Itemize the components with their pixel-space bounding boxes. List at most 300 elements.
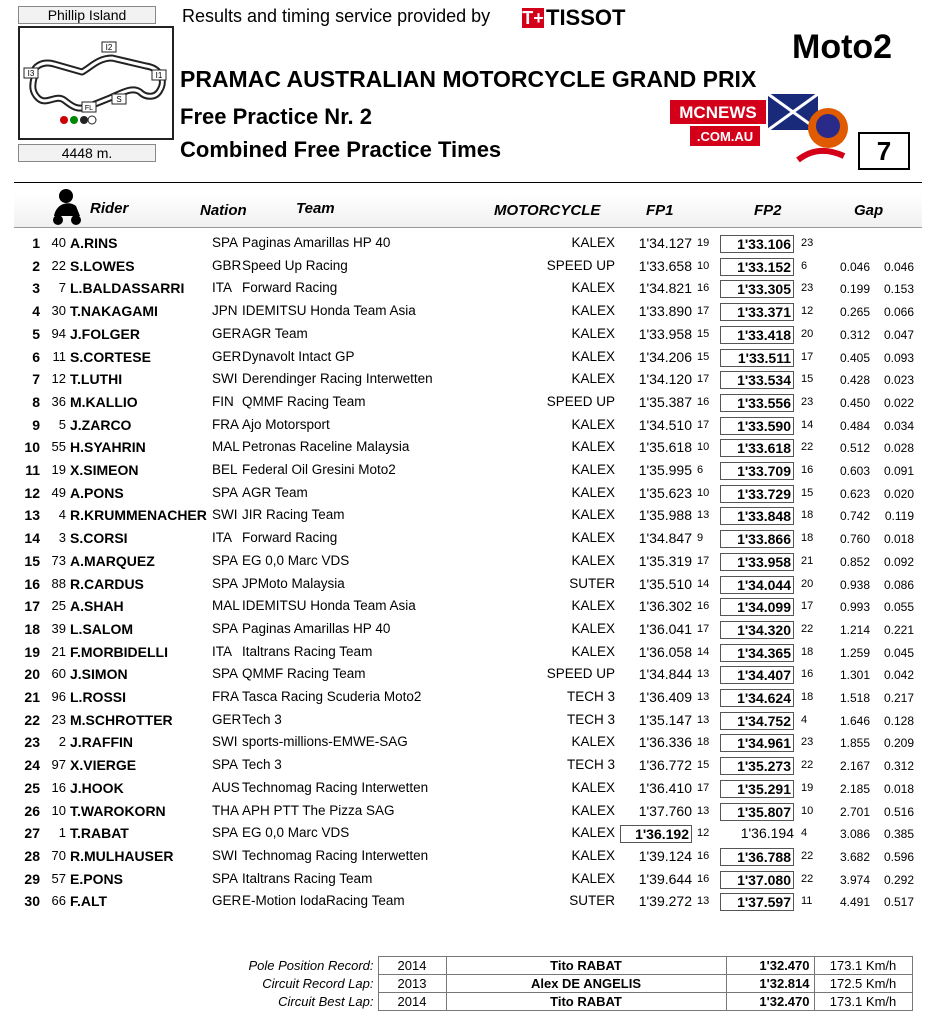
fp2-time: 1'33.958 xyxy=(720,553,794,571)
position: 2 xyxy=(32,257,40,274)
fp1-lap: 17 xyxy=(697,305,710,318)
tissot-logo xyxy=(522,7,625,29)
record-label: Pole Position Record: xyxy=(230,957,378,975)
fp2-time: 1'33.866 xyxy=(720,530,794,548)
fp2-time: 1'34.365 xyxy=(720,644,794,662)
rider-number: 11 xyxy=(52,348,66,364)
gap-to-first: 0.852 xyxy=(839,554,870,569)
fp2-time: 1'36.194 xyxy=(740,825,794,842)
position: 15 xyxy=(24,552,40,569)
fp1-time: 1'35.988 xyxy=(638,507,692,524)
table-row xyxy=(0,666,939,688)
fp2-time: 1'34.407 xyxy=(720,666,794,684)
table-row xyxy=(0,803,939,825)
table-row xyxy=(0,439,939,461)
gap-to-first: 0.993 xyxy=(839,600,870,615)
motorcycle: KALEX xyxy=(571,462,615,477)
fp2-time: 1'37.080 xyxy=(720,871,794,889)
record-time: 1'32.470 xyxy=(726,993,814,1011)
rider-number: 22 xyxy=(51,257,66,273)
nation: SPA xyxy=(212,870,239,886)
fp2-lap: 20 xyxy=(801,327,814,340)
gap-to-first: 0.603 xyxy=(839,464,870,478)
record-speed: 172.5 Km/h xyxy=(814,975,912,993)
position: 29 xyxy=(24,870,40,887)
team-name: Federal Oil Gresini Moto2 xyxy=(242,462,396,477)
rider-name: S.CORSI xyxy=(70,530,128,547)
gap-to-previous: 0.217 xyxy=(883,691,914,705)
fp1-lap: 13 xyxy=(697,668,710,681)
motorcycle: KALEX xyxy=(571,847,615,863)
team-name: Tech 3 xyxy=(242,711,282,727)
nation: AUS xyxy=(212,779,240,795)
fp2-time: 1'33.305 xyxy=(720,280,794,298)
table-row xyxy=(0,507,939,529)
fp2-lap: 4 xyxy=(801,713,808,726)
results-table-header xyxy=(14,194,922,228)
fp2-lap: 23 xyxy=(801,237,814,249)
rider-number: 39 xyxy=(51,620,66,636)
fp1-lap: 16 xyxy=(697,282,710,295)
rider-number: 5 xyxy=(58,416,66,432)
team-name: APH PTT The Pizza SAG xyxy=(242,802,395,818)
fp1-lap: 12 xyxy=(697,827,710,840)
motorcycle: KALEX xyxy=(571,303,615,319)
fp1-time: 1'36.409 xyxy=(638,689,692,705)
results-subtitle: Combined Free Practice Times xyxy=(180,137,502,162)
gap-to-first: 1.855 xyxy=(839,736,870,751)
position: 24 xyxy=(24,757,40,774)
gap-to-previous: 0.047 xyxy=(883,327,914,342)
team-name: Ajo Motorsport xyxy=(242,416,330,432)
rider-name: T.NAKAGAMI xyxy=(70,303,158,320)
rider-name: A.SHAH xyxy=(70,598,124,615)
fp1-lap: 15 xyxy=(697,327,710,340)
fp2-lap: 18 xyxy=(801,645,814,658)
record-holder: Tito RABAT xyxy=(446,993,726,1011)
team-name: Italtrans Racing Team xyxy=(242,870,373,886)
fp2-time: 1'33.418 xyxy=(720,326,794,344)
motorcycle: KALEX xyxy=(571,620,615,636)
fp1-lap: 10 xyxy=(697,259,710,272)
fp2-time: 1'34.624 xyxy=(720,689,794,707)
position: 30 xyxy=(24,893,40,910)
gap-to-previous: 0.045 xyxy=(883,645,914,660)
column-team: Team xyxy=(296,200,335,217)
fp2-time: 1'33.511 xyxy=(720,349,794,367)
rider-number: 21 xyxy=(51,643,66,659)
position: 6 xyxy=(32,348,40,365)
nation: ITA xyxy=(212,530,232,546)
nation: SPA xyxy=(212,235,239,250)
motorcycle: SUTER xyxy=(569,893,615,909)
table-row xyxy=(0,621,939,643)
rider-name: L.SALOM xyxy=(70,620,133,637)
team-name: Tasca Racing Scuderia Moto2 xyxy=(242,689,422,704)
position: 25 xyxy=(24,779,40,796)
sector-i2-label: I2 xyxy=(105,43,113,52)
page-number: 7 xyxy=(858,132,910,170)
gap-to-previous: 0.221 xyxy=(883,622,914,637)
fp2-lap: 19 xyxy=(801,781,814,794)
circuit-name: Phillip Island xyxy=(18,6,156,24)
gap-to-first: 0.760 xyxy=(839,532,870,547)
nation: SPA xyxy=(212,666,239,682)
record-time: 1'32.470 xyxy=(726,957,814,975)
sector-i1-label: I1 xyxy=(155,71,163,80)
gap-to-previous: 0.312 xyxy=(883,759,914,774)
fp2-lap: 23 xyxy=(801,395,814,408)
table-row xyxy=(0,576,939,598)
column-gap: Gap xyxy=(854,202,884,219)
team-name: Technomag Racing Interwetten xyxy=(242,847,429,863)
fp1-time: 1'36.302 xyxy=(638,598,692,615)
nation: SPA xyxy=(212,552,239,568)
table-row xyxy=(0,417,939,439)
position: 7 xyxy=(32,371,40,388)
rider-number: 70 xyxy=(51,847,66,863)
fp2-time: 1'37.597 xyxy=(720,893,794,911)
table-row xyxy=(0,326,939,348)
team-name: AGR Team xyxy=(242,484,308,500)
fp2-time: 1'34.099 xyxy=(720,598,794,616)
table-row xyxy=(0,280,939,302)
fp1-lap: 17 xyxy=(697,781,710,794)
nation: GBR xyxy=(212,257,242,273)
fp2-time: 1'33.534 xyxy=(720,371,794,389)
fp1-time: 1'35.147 xyxy=(638,711,692,728)
position: 11 xyxy=(25,462,40,478)
rider-name: F.ALT xyxy=(70,893,108,910)
fp2-lap: 15 xyxy=(801,373,814,386)
gap-to-first: 2.185 xyxy=(839,781,870,796)
rider-name: J.SIMON xyxy=(70,666,128,683)
fp1-time: 1'33.890 xyxy=(638,303,692,320)
fp2-time: 1'33.729 xyxy=(720,485,794,503)
motorcycle: KALEX xyxy=(571,416,615,432)
gap-to-first: 1.646 xyxy=(839,713,870,728)
team-name: Tech 3 xyxy=(242,757,282,773)
fp1-time: 1'35.387 xyxy=(638,393,692,410)
position: 21 xyxy=(24,689,40,705)
fp1-lap: 16 xyxy=(697,600,710,613)
table-row xyxy=(0,303,939,325)
fp2-lap: 22 xyxy=(801,441,814,454)
fp2-time: 1'35.273 xyxy=(720,757,794,775)
fp2-lap: 22 xyxy=(801,849,814,862)
fp2-lap: 16 xyxy=(801,668,814,681)
gap-to-previous: 0.028 xyxy=(883,441,914,456)
team-name: IDEMITSU Honda Team Asia xyxy=(242,598,416,614)
column-fp1: FP1 xyxy=(646,202,674,219)
fp2-time: 1'34.320 xyxy=(720,621,794,639)
fp1-time: 1'34.844 xyxy=(638,666,692,683)
fp1-time: 1'36.410 xyxy=(638,779,692,796)
gap-to-previous: 0.516 xyxy=(883,804,914,819)
fp1-time: 1'39.124 xyxy=(638,847,692,864)
fp1-time: 1'35.995 xyxy=(638,462,692,478)
record-label: Circuit Record Lap: xyxy=(230,975,378,993)
fp1-lap: 13 xyxy=(697,713,710,726)
divider xyxy=(14,182,922,183)
gap-to-first: 1.301 xyxy=(839,668,870,683)
fp1-time: 1'35.623 xyxy=(638,484,692,501)
gap-to-first: 3.974 xyxy=(839,872,870,887)
rider-number: 94 xyxy=(51,325,66,341)
nation: SPA xyxy=(212,620,239,636)
rider-number: 23 xyxy=(51,711,66,727)
rider-number: 10 xyxy=(51,802,66,818)
fp2-time: 1'33.618 xyxy=(720,439,794,457)
event-title: PRAMAC AUSTRALIAN MOTORCYCLE GRAND PRIX xyxy=(180,66,757,92)
gap-to-first: 2.167 xyxy=(839,759,870,774)
column-fp2: FP2 xyxy=(754,202,782,219)
team-name: Forward Racing xyxy=(242,280,338,296)
gap-to-previous: 0.018 xyxy=(883,781,914,796)
rider-number: 96 xyxy=(51,689,66,704)
position: 27 xyxy=(24,825,40,842)
rider-number: 73 xyxy=(51,552,66,568)
gap-to-previous: 0.517 xyxy=(883,895,914,910)
motorcycle-rider-icon xyxy=(46,186,86,226)
rider-name: M.SCHROTTER xyxy=(70,711,173,728)
nation: SPA xyxy=(212,825,239,841)
gap-to-previous: 0.119 xyxy=(884,509,914,524)
nation: GER xyxy=(212,325,242,341)
table-row xyxy=(0,394,939,416)
gap-to-previous: 0.385 xyxy=(883,827,914,842)
position: 4 xyxy=(32,303,40,320)
fp2-time: 1'34.044 xyxy=(720,576,794,594)
motorcycle: TECH 3 xyxy=(566,711,615,727)
nation: BEL xyxy=(212,462,238,477)
nation: MAL xyxy=(212,598,240,614)
fp1-time: 1'34.127 xyxy=(638,235,692,251)
gap-to-previous: 0.128 xyxy=(883,713,914,728)
rider-number: 49 xyxy=(51,484,66,500)
rider-name: A.RINS xyxy=(70,235,118,251)
motorcycle: KALEX xyxy=(571,235,615,250)
gap-to-first: 0.265 xyxy=(839,305,870,320)
fp1-time: 1'34.206 xyxy=(638,348,692,365)
nation: SWI xyxy=(212,734,238,750)
gap-to-previous: 0.086 xyxy=(883,577,914,592)
position: 8 xyxy=(32,393,40,410)
position: 12 xyxy=(24,484,40,501)
tissot-cross-icon: T+ xyxy=(522,8,544,28)
record-year: 2014 xyxy=(378,957,446,975)
rider-name: A.PONS xyxy=(70,484,124,501)
rider-name: L.BALDASSARRI xyxy=(70,280,185,297)
position: 1 xyxy=(32,235,40,251)
track-map xyxy=(18,26,174,140)
position: 16 xyxy=(24,575,40,592)
rider-number: 36 xyxy=(51,393,66,409)
fp1-lap: 16 xyxy=(697,395,710,408)
rider-name: F.MORBIDELLI xyxy=(70,643,168,660)
mcnews-logo xyxy=(668,90,852,168)
fp2-lap: 23 xyxy=(801,282,814,295)
table-row xyxy=(0,258,939,280)
fp2-lap: 10 xyxy=(801,804,814,817)
team-name: EG 0,0 Marc VDS xyxy=(242,825,350,841)
fp2-lap: 12 xyxy=(801,305,814,318)
fp1-lap: 18 xyxy=(697,736,710,749)
motorcycle: KALEX xyxy=(571,484,615,500)
fp1-time: 1'39.272 xyxy=(638,893,692,910)
motorcycle: KALEX xyxy=(571,802,615,818)
rider-number: 4 xyxy=(58,507,66,523)
position: 18 xyxy=(24,620,40,637)
motorcycle: KALEX xyxy=(571,870,615,886)
nation: FRA xyxy=(212,689,239,704)
gap-to-first: 0.312 xyxy=(839,327,870,342)
rider-name: J.ZARCO xyxy=(70,416,132,433)
motorcycle: SPEED UP xyxy=(546,257,615,273)
gap-to-previous: 0.092 xyxy=(883,554,914,569)
record-time: 1'32.814 xyxy=(726,975,814,993)
record-speed: 173.1 Km/h xyxy=(814,957,912,975)
fp2-time: 1'36.788 xyxy=(720,848,794,866)
fp1-time: 1'34.510 xyxy=(638,416,692,433)
table-row xyxy=(0,235,939,257)
table-row xyxy=(0,530,939,552)
team-name: Dynavolt Intact GP xyxy=(242,348,355,364)
fp2-time: 1'33.106 xyxy=(720,235,794,253)
gap-to-first: 0.742 xyxy=(839,509,870,524)
nation: ITA xyxy=(212,280,232,296)
gap-to-first: 0.512 xyxy=(839,441,870,456)
nation: GER xyxy=(212,348,242,364)
fp1-lap: 13 xyxy=(697,895,710,908)
nation: FIN xyxy=(212,393,234,409)
fp2-lap: 20 xyxy=(801,577,814,590)
fp2-lap: 22 xyxy=(801,622,814,635)
gap-to-first: 0.428 xyxy=(839,373,870,388)
rider-name: R.KRUMMENACHER xyxy=(70,507,207,524)
table-row xyxy=(0,553,939,575)
gap-to-previous: 0.055 xyxy=(883,600,914,615)
rider-name: R.MULHAUSER xyxy=(70,847,174,864)
fp2-lap: 16 xyxy=(801,464,814,476)
position: 14 xyxy=(24,530,40,547)
table-row xyxy=(0,757,939,779)
fp2-lap: 17 xyxy=(801,600,814,613)
gap-to-previous: 0.042 xyxy=(883,668,914,683)
rider-name: L.ROSSI xyxy=(70,689,127,705)
motorcycle: KALEX xyxy=(571,325,615,341)
fp1-lap: 13 xyxy=(697,804,710,817)
gap-to-previous: 0.022 xyxy=(883,395,914,410)
table-row xyxy=(0,349,939,371)
position: 10 xyxy=(24,439,40,456)
table-row xyxy=(0,780,939,802)
fp1-lap: 10 xyxy=(697,441,710,454)
fp2-time: 1'33.371 xyxy=(720,303,794,321)
team-name: EG 0,0 Marc VDS xyxy=(242,552,350,568)
fp2-time: 1'33.556 xyxy=(720,394,794,412)
rider-name: X.SIMEON xyxy=(70,462,139,478)
column-nation: Nation xyxy=(200,202,247,219)
fp1-time: 1'37.760 xyxy=(638,802,692,819)
motorcycle: KALEX xyxy=(571,348,615,364)
position: 5 xyxy=(32,325,40,342)
rider-number: 66 xyxy=(51,893,66,909)
position: 22 xyxy=(24,711,40,728)
nation: SPA xyxy=(212,757,239,773)
fp2-time: 1'33.848 xyxy=(720,507,794,525)
nation: JPN xyxy=(212,303,238,319)
rider-name: J.RAFFIN xyxy=(70,734,133,751)
tissot-wordmark: TISSOT xyxy=(546,5,626,30)
position: 13 xyxy=(24,507,40,524)
motorcycle: SPEED UP xyxy=(546,666,615,682)
gap-to-first: 1.259 xyxy=(839,645,870,660)
team-name: Forward Racing xyxy=(242,530,338,546)
circuit-length: 4448 m. xyxy=(18,144,156,162)
motorcycle: KALEX xyxy=(571,598,615,614)
fp2-time: 1'33.590 xyxy=(720,417,794,435)
record-year: 2013 xyxy=(378,975,446,993)
table-row xyxy=(0,462,939,484)
table-row xyxy=(0,734,939,756)
fp1-lap: 10 xyxy=(697,486,710,499)
fp1-time: 1'36.336 xyxy=(638,734,692,751)
gap-to-previous: 0.292 xyxy=(883,872,914,887)
fp1-lap: 19 xyxy=(697,237,710,249)
gap-to-first: 1.518 xyxy=(839,691,870,705)
fp2-lap: 17 xyxy=(801,350,814,363)
gap-to-previous: 0.020 xyxy=(883,486,914,501)
motorcycle: SPEED UP xyxy=(546,393,615,409)
team-name: sports-millions-EMWE-SAG xyxy=(242,734,408,750)
motorcycle: KALEX xyxy=(571,530,615,546)
rider-number: 60 xyxy=(51,666,66,682)
position: 20 xyxy=(24,666,40,683)
fp1-time: 1'33.658 xyxy=(638,257,692,274)
rider-number: 3 xyxy=(58,530,66,546)
team-name: QMMF Racing Team xyxy=(242,666,366,682)
rider-name: A.MARQUEZ xyxy=(70,552,155,569)
rider-name: H.SYAHRIN xyxy=(70,439,146,456)
svg-text:.COM.AU: .COM.AU xyxy=(696,129,754,144)
svg-text:MCNEWS: MCNEWS xyxy=(679,103,757,122)
fp2-time: 1'34.961 xyxy=(720,734,794,752)
gap-to-first: 0.405 xyxy=(839,350,870,365)
motorcycle: TECH 3 xyxy=(566,689,615,704)
fp1-lap: 14 xyxy=(697,577,710,590)
position: 28 xyxy=(24,847,40,864)
fp1-time: 1'36.772 xyxy=(638,757,692,774)
team-name: E-Motion IodaRacing Team xyxy=(242,893,405,909)
gap-to-previous: 0.093 xyxy=(883,350,914,365)
gap-to-previous: 0.596 xyxy=(883,849,914,864)
fp1-time: 1'36.041 xyxy=(638,620,692,637)
rider-name: J.FOLGER xyxy=(70,325,141,342)
position: 19 xyxy=(24,643,40,660)
record-speed: 173.1 Km/h xyxy=(814,993,912,1011)
nation: MAL xyxy=(212,439,240,455)
rider-name: T.WAROKORN xyxy=(70,802,166,819)
team-name: AGR Team xyxy=(242,325,308,341)
gap-to-first: 0.484 xyxy=(839,418,870,433)
team-name: JPMoto Malaysia xyxy=(242,575,345,591)
fp1-time: 1'39.644 xyxy=(638,870,692,887)
table-row xyxy=(0,712,939,734)
gap-to-previous: 0.046 xyxy=(883,259,914,274)
fp2-lap: 4 xyxy=(801,827,808,840)
motorcycle: KALEX xyxy=(571,507,615,523)
